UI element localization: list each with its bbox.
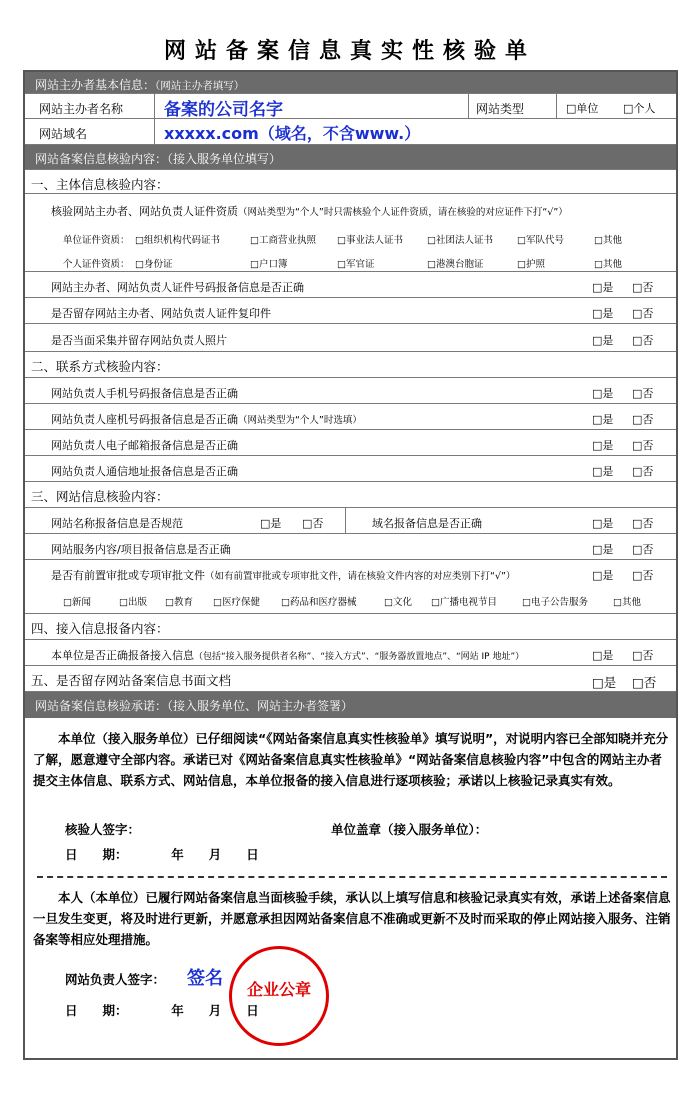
- yes-checkbox[interactable]: □是: [592, 439, 614, 452]
- owner-name-value[interactable]: 备案的公司名字: [164, 100, 283, 120]
- section3-title: 三、网站信息核验内容：: [31, 489, 169, 504]
- owner-sign-label: 网站负责人签字：: [65, 972, 166, 987]
- owner-signature[interactable]: 签名: [187, 968, 223, 989]
- check-question: [51, 567, 515, 583]
- person-cert-option[interactable]: □其他: [594, 259, 622, 270]
- check-question-text: 本单位是否正确报备接入信息: [51, 649, 194, 662]
- yes-checkbox[interactable]: □是: [592, 569, 614, 582]
- check-row: [25, 430, 676, 456]
- section5-title: 五、是否留存网站备案信息书面文档: [31, 673, 232, 688]
- check-question: 网站名称报备信息是否规范: [51, 517, 183, 530]
- stamp-text: 企业公章: [246, 980, 311, 999]
- check-row: [25, 324, 676, 352]
- approval-option[interactable]: □出版: [119, 597, 147, 608]
- unit-promise-paragraph: 本单位（接入服务单位）已仔细阅读“《网站备案信息真实性核验单》填写说明”，对说明内容已全部知晓并充分了解，愿意遵守全部内容。承诺已对《网站备案信息真实性核验单》“网站备案信息核验内容”中包含的网站主办者提交主体信息、联系方式、网站信息，本单位报备的接入信息进行逐项核验；承诺以上核验记录真实有效。: [33, 731, 669, 788]
- yes-checkbox[interactable]: □是: [592, 307, 614, 320]
- no-checkbox[interactable]: □否: [632, 281, 654, 294]
- check-question-note: （网站类型为“个人”时选填）: [238, 415, 362, 426]
- person-cert-option[interactable]: □港澳台胞证: [427, 259, 484, 270]
- yes-checkbox[interactable]: □是: [592, 465, 614, 478]
- verify-header-text: 网站备案信息核验内容：（接入服务单位填写）: [35, 152, 282, 166]
- approval-option[interactable]: □医疗保健: [213, 597, 260, 608]
- site-type-person-checkbox[interactable]: □个人: [623, 102, 656, 115]
- check-question: [51, 647, 524, 663]
- no-checkbox[interactable]: □否: [632, 334, 654, 347]
- check-question: 域名报备信息是否正确: [372, 517, 482, 530]
- check-question: 网站负责人电子邮箱报备信息是否正确: [51, 439, 238, 452]
- form-title: 网站备案信息真实性核验单: [163, 38, 536, 64]
- person-cert-option[interactable]: □身份证: [135, 259, 173, 270]
- owner-section-header: [25, 72, 676, 94]
- section4-title: 四、接入信息报备内容：: [31, 621, 169, 636]
- approval-option[interactable]: □文化: [384, 597, 412, 608]
- domain-value[interactable]: xxxxx.com（域名，不含www.）: [164, 124, 421, 143]
- check-question: 是否留存网站主办者、网站负责人证件复印件: [51, 307, 271, 320]
- yes-checkbox[interactable]: □是: [260, 517, 282, 530]
- date-line-1: 日 期： 年 月 日: [65, 847, 259, 862]
- person-cert-label: 个人证件资质：: [63, 259, 130, 270]
- no-checkbox[interactable]: □否: [632, 675, 657, 690]
- check-row: [25, 640, 676, 666]
- promise-section-header: [25, 692, 676, 718]
- site-type-unit-checkbox[interactable]: □单位: [566, 102, 599, 115]
- company-seal-stamp: [229, 946, 329, 1046]
- unit-cert-option[interactable]: □事业法人证书: [337, 235, 403, 246]
- site-type-label: 网站类型: [476, 102, 525, 116]
- verification-form: [23, 70, 678, 1060]
- section1-title: 一、主体信息核验内容：: [31, 177, 169, 192]
- section3-title-row: [25, 482, 676, 508]
- no-checkbox[interactable]: □否: [302, 517, 324, 530]
- yes-checkbox[interactable]: □是: [592, 517, 614, 530]
- unit-cert-option[interactable]: □其他: [594, 235, 622, 246]
- owner-header-text: 网站主办者基本信息：: [35, 78, 156, 92]
- no-checkbox[interactable]: □否: [632, 413, 654, 426]
- unit-seal-label: 单位盖章（接入服务单位）：: [331, 822, 488, 837]
- yes-checkbox[interactable]: □是: [592, 334, 614, 347]
- dashed-divider: [37, 876, 667, 878]
- person-cert-option[interactable]: □户口簿: [250, 259, 288, 270]
- check-row: [25, 272, 676, 298]
- approval-option[interactable]: □药品和医疗器械: [281, 597, 357, 608]
- check-question: [51, 411, 362, 427]
- no-checkbox[interactable]: □否: [632, 569, 654, 582]
- check-question: 网站主办者、网站负责人证件号码报备信息是否正确: [51, 281, 304, 294]
- owner-header-note: （网站主办者填写）: [155, 80, 245, 92]
- section2-title-row: [25, 352, 676, 378]
- approval-option[interactable]: □教育: [165, 597, 193, 608]
- check-question: 网站负责人手机号码报备信息是否正确: [51, 387, 238, 400]
- owner-promise-paragraph: 本人（本单位）已履行网站备案信息当面核验手续，承认以上填写信息和核验记录真实有效，承诺上述备案信息一旦发生变更，将及时进行更新，并愿意承担因网站备案信息不准确或更新不及时而采取的停止网站接入服务、注销备案等相应处理措施。: [33, 890, 671, 947]
- cert-question-text: 核验网站主办者、网站负责人证件资质: [51, 205, 238, 218]
- check-row: [25, 378, 676, 404]
- approval-option[interactable]: □广播电视节目: [431, 597, 497, 608]
- yes-checkbox[interactable]: □是: [592, 281, 614, 294]
- unit-cert-option[interactable]: □军队代号: [517, 235, 564, 246]
- yes-checkbox[interactable]: □是: [592, 675, 617, 690]
- check-row: [25, 456, 676, 482]
- date-line-2: 日 期： 年 月 日: [65, 1003, 259, 1018]
- no-checkbox[interactable]: □否: [632, 307, 654, 320]
- section1-title-row: [25, 170, 676, 194]
- no-checkbox[interactable]: □否: [632, 439, 654, 452]
- check-question-note: （包括“接入服务提供者名称”、“接入方式”、“服务器放置地点”、“网站 IP 地址”）: [194, 652, 525, 662]
- approval-option[interactable]: □其他: [613, 597, 641, 608]
- approval-option[interactable]: □电子公告服务: [522, 597, 588, 608]
- check-row: [25, 534, 676, 560]
- yes-checkbox[interactable]: □是: [592, 413, 614, 426]
- check-question: 网站服务内容/项目报备信息是否正确: [51, 543, 231, 556]
- cert-question-note: （网站类型为“个人”时只需核验个人证件资质，请在核验的对应证件下打“√”）: [238, 207, 568, 218]
- yes-checkbox[interactable]: □是: [592, 649, 614, 662]
- verify-section-header: [25, 145, 676, 170]
- section4-title-row: [25, 614, 676, 640]
- unit-cert-label: 单位证件资质：: [63, 235, 130, 246]
- approval-option[interactable]: □新闻: [63, 597, 91, 608]
- unit-cert-option[interactable]: □社团法人证书: [427, 235, 493, 246]
- check-question: 网站负责人通信地址报备信息是否正确: [51, 465, 238, 478]
- owner-name-label: 网站主办者名称: [39, 102, 124, 116]
- no-checkbox[interactable]: □否: [632, 543, 654, 556]
- check-question: 是否当面采集并留存网站负责人照片: [51, 334, 227, 347]
- no-checkbox[interactable]: □否: [632, 517, 654, 530]
- owner-name-row: [25, 94, 676, 119]
- domain-row: [25, 119, 676, 145]
- check-row: [25, 508, 676, 534]
- check-question-text: 网站负责人座机号码报备信息是否正确: [51, 413, 238, 426]
- unit-cert-option[interactable]: □工商营业执照: [250, 235, 316, 246]
- no-checkbox[interactable]: □否: [632, 387, 654, 400]
- unit-cert-option[interactable]: □组织机构代码证书: [135, 235, 220, 246]
- promise-header-text: 网站备案信息核验承诺：（接入服务单位、网站主办者签署）: [35, 699, 354, 713]
- domain-label: 网站域名: [39, 127, 88, 141]
- section5-row: [25, 666, 676, 692]
- no-checkbox[interactable]: □否: [632, 649, 654, 662]
- check-question-note: （如有前置审批或专项审批文件，请在核验文件内容的对应类别下打“√”）: [205, 571, 516, 582]
- person-cert-option[interactable]: □护照: [517, 259, 545, 270]
- check-row: [25, 298, 676, 324]
- yes-checkbox[interactable]: □是: [592, 387, 614, 400]
- section2-title: 二、联系方式核验内容：: [31, 359, 169, 374]
- checker-sign-label: 核验人签字：: [65, 822, 141, 837]
- no-checkbox[interactable]: □否: [632, 465, 654, 478]
- cert-qualification-row: [25, 194, 676, 272]
- approval-row: [25, 560, 676, 614]
- person-cert-option[interactable]: □军官证: [337, 259, 375, 270]
- check-row: [25, 404, 676, 430]
- check-question-text: 是否有前置审批或专项审批文件: [51, 569, 205, 582]
- cert-question: [51, 203, 568, 219]
- yes-checkbox[interactable]: □是: [592, 543, 614, 556]
